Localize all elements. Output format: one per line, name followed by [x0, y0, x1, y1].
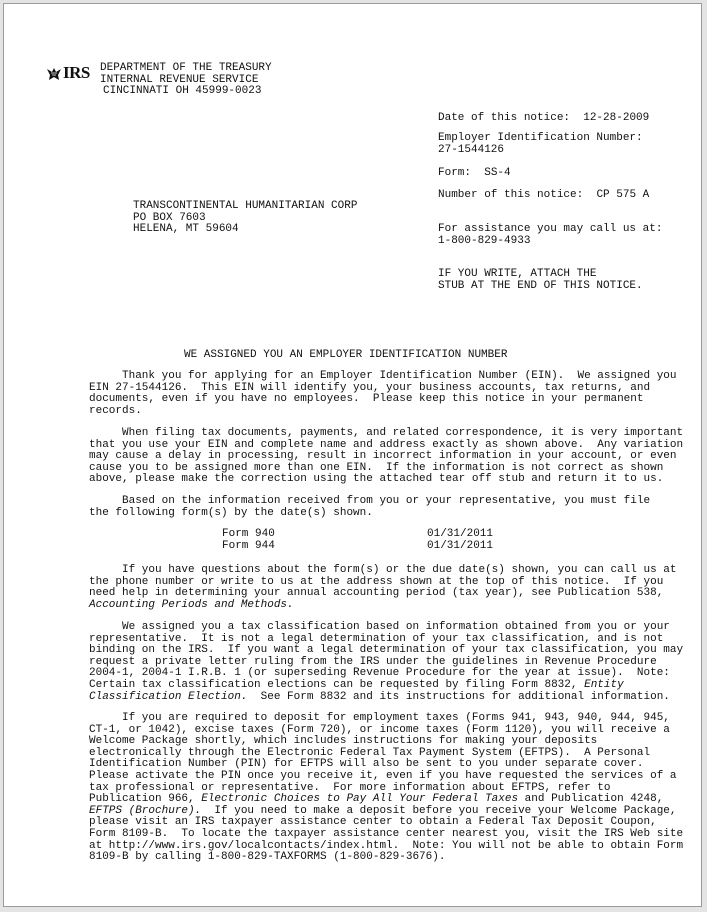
paragraph-line: electronically through the Electronic Federal Tax Payment System (EFTPS). A Personal: [89, 746, 651, 759]
form-label: Form:: [438, 167, 472, 179]
assistance-block: [438, 224, 662, 247]
irs-logo: [46, 64, 90, 82]
paragraph-line: may cause a delay in processing, result in incorrect information in your account, or even: [89, 450, 677, 463]
paragraph-tax-classification: [89, 621, 684, 703]
assist-label: For assistance you may call us at:: [438, 223, 663, 235]
ein-label: Employer Identification Number:: [438, 132, 643, 144]
form-line: [438, 168, 511, 180]
paragraph-line: at http://www.irs.gov/localcontacts/index.html. Note: You will not be able to obtain Form: [89, 839, 684, 852]
ein-block: [438, 133, 643, 156]
publication-title: Accounting Periods and Methods.: [89, 598, 294, 611]
write-line: IF YOU WRITE, ATTACH THE: [438, 268, 597, 280]
paragraph-line: We assigned you a tax classification based on information obtained from you or your: [89, 621, 670, 633]
paragraph-line: above, please make the correction using the attached tear off stub and return it to us.: [89, 473, 664, 486]
paragraph-line: cause you to be assigned more than one EIN. If the information is not correct as shown: [89, 461, 664, 474]
paragraph-deposits: [89, 712, 684, 864]
paragraph-line: If you have questions about the form(s) or the due date(s) shown, you can call us at: [89, 564, 677, 576]
recipient-address-line: HELENA, MT 59604: [133, 223, 239, 235]
paragraph-line: EIN 27-1544126. This EIN will identify you, your business accounts, tax returns, and: [89, 381, 651, 394]
paragraph-line: Form 8109-B. To locate the taxpayer assistance center nearest you, visit the IRS Web site: [89, 827, 684, 840]
paragraph-line: If you are required to deposit for employment taxes (Forms 941, 943, 940, 944, 945,: [89, 712, 670, 724]
paragraph-ein-assigned: [89, 370, 677, 417]
ein-value: 27-1544126: [438, 143, 505, 156]
write-line: STUB AT THE END OF THIS NOTICE.: [438, 279, 643, 292]
agency-address: [100, 63, 272, 98]
paragraph-line: Thank you for applying for an Employer Identification Number (EIN). We assigned you: [89, 370, 677, 382]
notice-heading: WE ASSIGNED YOU AN EMPLOYER IDENTIFICATION NUMBER: [184, 349, 508, 361]
paragraph-line: request a private letter ruling from the IRS under the guidelines in Revenue Procedure: [89, 655, 657, 668]
logo-text: IRS: [63, 63, 90, 82]
form-due-date: 01/31/2011: [427, 539, 494, 552]
paragraph-line: Welcome Package shortly, which includes instructions for making your deposits: [89, 735, 598, 748]
paragraph-line: Based on the information received from you or your representative, you must file: [89, 495, 651, 507]
paragraph-line: When filing tax documents, payments, and related correspondence, it is very important: [89, 427, 684, 439]
paragraph-forms-intro: [89, 496, 665, 519]
paragraph-line: tax professional or representative. For more information about EFTPS, refer to: [89, 781, 611, 794]
agency-line: CINCINNATI OH 45999-0023: [103, 85, 262, 97]
write-instruction: [438, 269, 643, 292]
table-row: [222, 529, 493, 541]
paragraph-line: the phone number or write to us at the address shown at the top of this notice. If you: [89, 575, 664, 588]
paragraph-line: Identification Number (PIN) for EFTPS will also be sent to you under separate cover.: [89, 758, 644, 771]
notice-number: [438, 190, 649, 202]
paragraph-line: need help in determining your annual accounting period (tax year), see Publication 538,: [89, 587, 664, 600]
date-label: Date of this notice:: [438, 112, 571, 124]
paragraph-questions: [89, 564, 677, 611]
form-due-date: 01/31/2011: [427, 528, 494, 540]
date-value: 12-28-2009: [583, 112, 650, 124]
number-label: Number of this notice:: [438, 189, 584, 201]
table-row: [222, 541, 493, 553]
recipient-address-line: PO BOX 7603: [133, 211, 206, 224]
publication-title: Electronic Choices to Pay All Your Federal Taxes: [201, 793, 519, 806]
notice-date: [438, 113, 649, 125]
notice-page: [3, 3, 702, 907]
recipient-address: [133, 201, 357, 236]
assist-phone: 1-800-829-4933: [438, 234, 531, 247]
paragraph-line: binding on the IRS. If you want a legal determination of your tax classification, you may: [89, 644, 684, 657]
paragraph-line: please visit an IRS taxpayer assistance center to obtain a Federal Tax Deposit Coupon,: [89, 816, 657, 829]
paragraph-line: the following form(s) by the date(s) shown.: [89, 506, 373, 519]
paragraph-filing: [89, 427, 684, 486]
paragraph-line: 8109-B by calling 1-800-829-TAXFORMS (1-800-829-3676).: [89, 851, 446, 864]
paragraph-line: CT-1, or 1042), excise taxes (Form 720), or income taxes (Form 1120), you will receive a: [89, 723, 670, 736]
forms-due-table: [222, 529, 493, 552]
form-title: Entity: [584, 678, 624, 691]
eagle-icon: [46, 66, 62, 82]
paragraph-line: documents, even if you have no employees. Please keep this notice in your permanent: [89, 393, 644, 406]
recipient-name: TRANSCONTINENTAL HUMANITARIAN CORP: [133, 200, 358, 212]
publication-title: EFTPS (Brochure).: [89, 804, 202, 817]
paragraph-line: If you need to make a deposit before you receive your Welcome Package,: [201, 804, 677, 817]
form-title: Classification Election.: [89, 690, 248, 703]
agency-line: INTERNAL REVENUE SERVICE: [100, 73, 259, 86]
paragraph-line: 2004-1, 2004-1 I.R.B. 1 (or superseding Revenue Procedure for the year at issue). Note:: [89, 667, 670, 680]
paragraph-line: Publication 966,: [89, 793, 202, 806]
number-value: CP 575 A: [596, 189, 650, 201]
paragraph-line: See Form 8832 and its instructions for additional information.: [247, 690, 670, 703]
paragraph-line: records.: [89, 404, 142, 417]
paragraph-line: Please activate the PIN once you receive it, even if you have requested the services of a: [89, 769, 677, 782]
paragraph-line: representative. It is not a legal determination of your tax classification, and is not: [89, 632, 664, 645]
paragraph-line: and Publication 4248,: [518, 793, 664, 806]
form-name: Form 940: [222, 528, 275, 540]
paragraph-line: that you use your EIN and complete name and address exactly as shown above. Any variation: [89, 438, 684, 451]
form-value: SS-4: [484, 167, 511, 179]
paragraph-line: Certain tax classification elections can be requested by filing Form 8832,: [89, 678, 585, 691]
form-name: Form 944: [222, 539, 275, 552]
agency-line: DEPARTMENT OF THE TREASURY: [100, 62, 272, 74]
